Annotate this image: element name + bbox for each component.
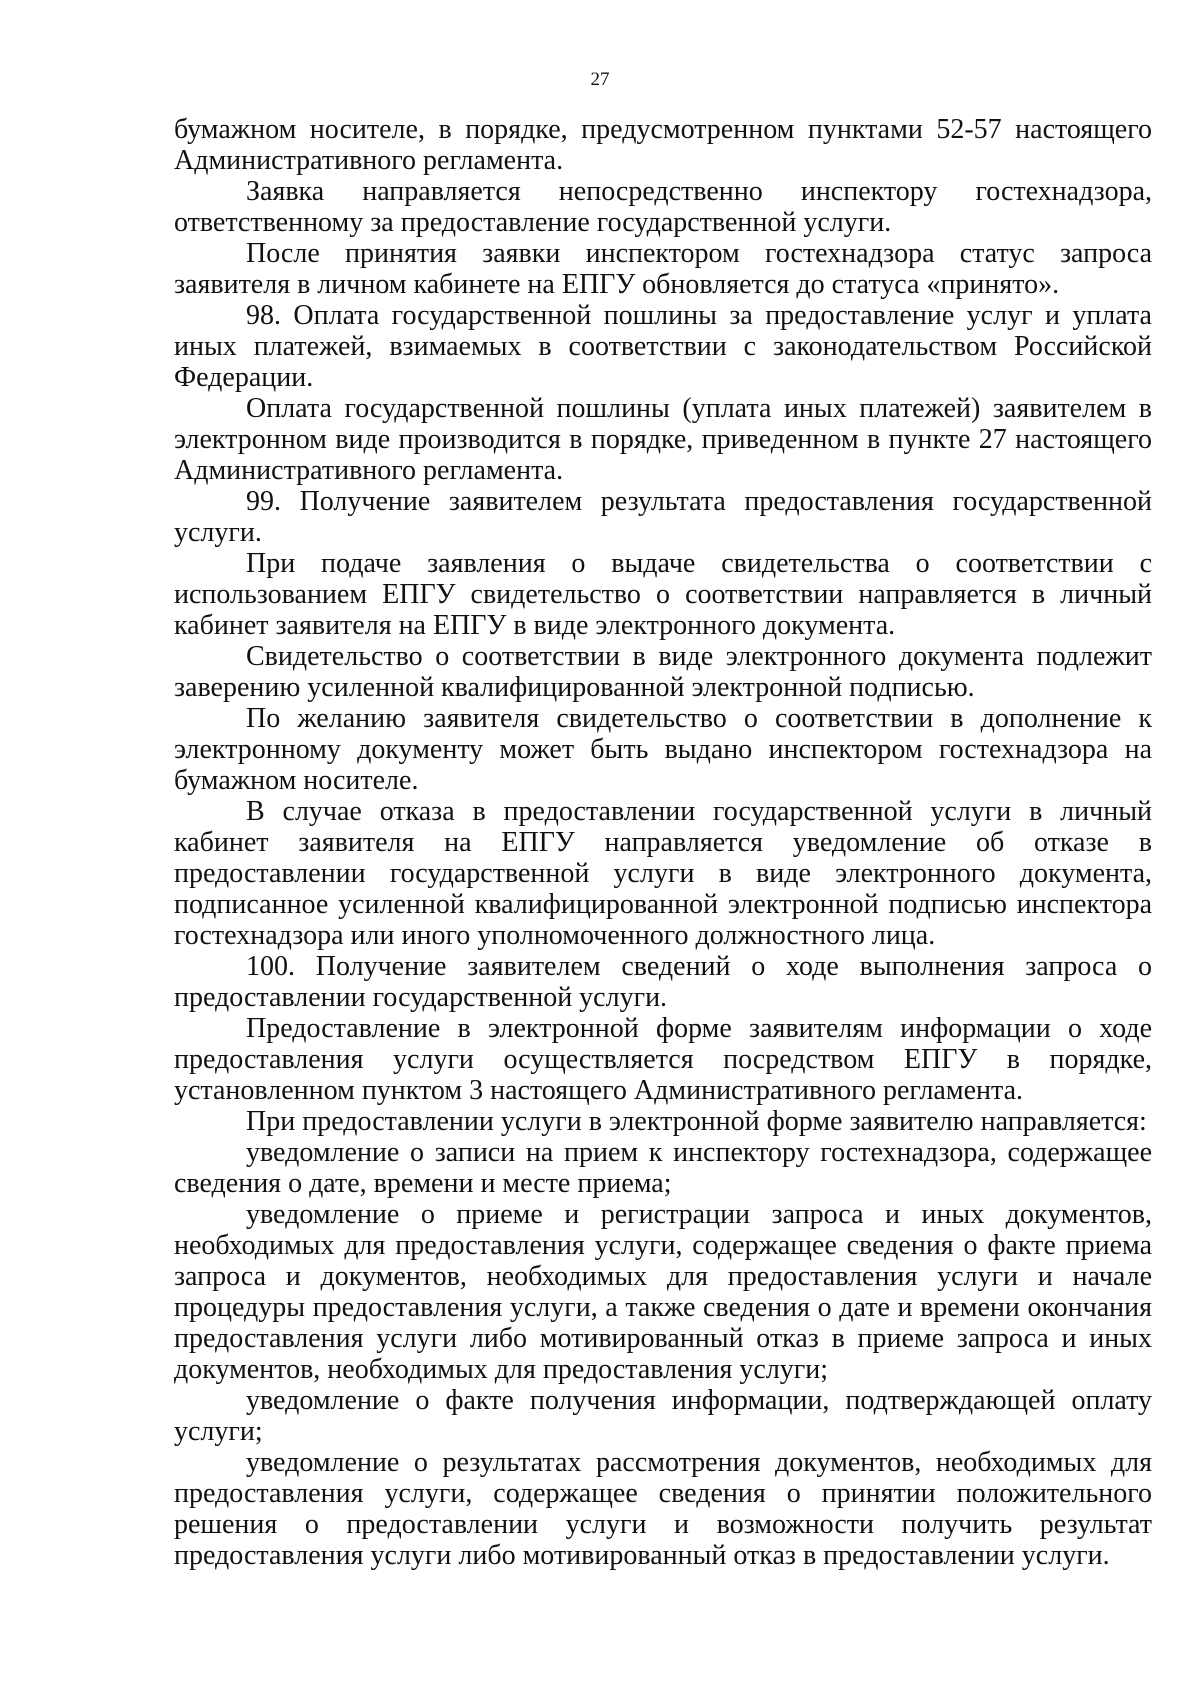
paragraph: При предоставлении услуги в электронной форме заявителю направляется: [246,1106,1147,1137]
page-number: 27 [590,69,610,90]
paragraph: уведомление о результатах рассмотрения документов, необходимых для предоставления услуги, содержащее сведения о принятии положительного решения о предоставлении услуги и возможности получить результат предоставления услуги либо мотивированный отказ в предоставлении услуги. [174,1447,1152,1571]
paragraph: Заявка направляется непосредственно инспектору гостехнадзора, ответственному за предоставление государственной услуги. [174,176,1152,238]
paragraph: 98. Оплата государственной пошлины за предоставление услуг и уплата иных платежей, взимаемых в соответствии с законодательством Российской Федерации. [174,300,1152,393]
paragraph: 100. Получение заявителем сведений о ходе выполнения запроса о предоставлении государственной услуги. [174,951,1152,1013]
paragraph: уведомление о факте получения информации, подтверждающей оплату услуги; [174,1385,1152,1447]
paragraph: Оплата государственной пошлины (уплата иных платежей) заявителем в электронном виде производится в порядке, приведенном в пункте 27 настоящего Административного регламента. [174,393,1152,486]
paragraph: бумажном носителе, в порядке, предусмотренном пунктами 52-57 настоящего Административного регламента. [174,114,1152,176]
paragraph: При подаче заявления о выдаче свидетельства о соответствии с использованием ЕПГУ свидетельство о соответствии направляется в личный кабинет заявителя на ЕПГУ в виде электронного документа. [174,548,1152,641]
document-body [174,114,1152,1571]
paragraph: После принятия заявки инспектором гостехнадзора статус запроса заявителя в личном кабинете на ЕПГУ обновляется до статуса «принято». [174,238,1152,300]
paragraph: уведомление о записи на прием к инспектору гостехнадзора, содержащее сведения о дате, времени и месте приема; [174,1137,1152,1199]
paragraph: По желанию заявителя свидетельство о соответствии в дополнение к электронному документу может быть выдано инспектором гостехнадзора на бумажном носителе. [174,703,1152,796]
paragraph: В случае отказа в предоставлении государственной услуги в личный кабинет заявителя на ЕПГУ направляется уведомление об отказе в предоставлении государственной услуги в виде электронного документа, подписанное усиленной квалифицированной электронной подписью инспектора гостехнадзора или иного уполномоченного должностного лица. [174,796,1152,951]
paragraph: уведомление о приеме и регистрации запроса и иных документов, необходимых для предоставления услуги, содержащее сведения о факте приема запроса и документов, необходимых для предоставления услуги и начале процедуры предоставления услуги, а также сведения о дате и времени окончания предоставления услуги либо мотивированный отказ в приеме запроса и иных документов, необходимых для предоставления услуги; [174,1199,1152,1385]
paragraph: Предоставление в электронной форме заявителям информации о ходе предоставления услуги осуществляется посредством ЕПГУ в порядке, установленном пунктом 3 настоящего Административного регламента. [174,1013,1152,1106]
paragraph: 99. Получение заявителем результата предоставления государственной услуги. [174,486,1152,548]
paragraph: Свидетельство о соответствии в виде электронного документа подлежит заверению усиленной квалифицированной электронной подписью. [174,641,1152,703]
